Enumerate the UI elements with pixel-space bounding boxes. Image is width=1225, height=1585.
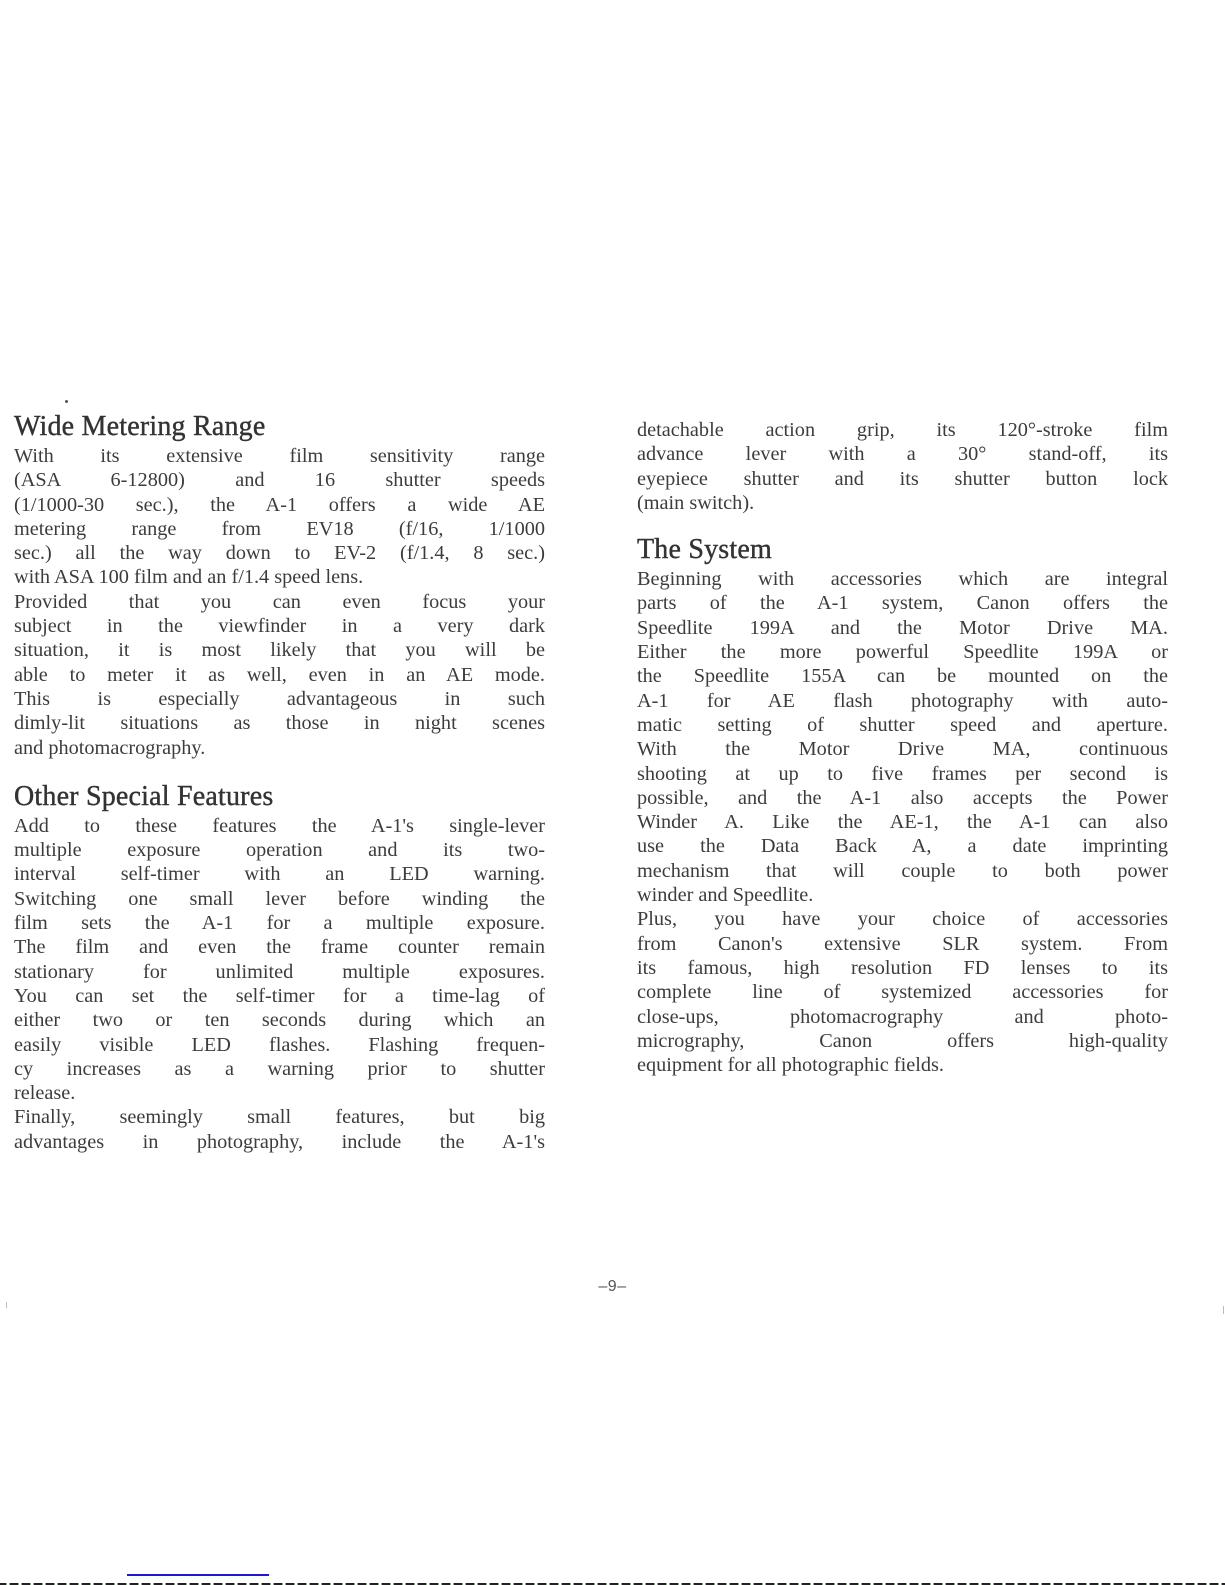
text-line: winder and Speedlite.: [637, 884, 814, 907]
text-line: easily visible LED flashes. Flashing frequen-: [14, 1033, 545, 1056]
text-line: micrography, Canon offers high-quality: [637, 1029, 1168, 1052]
text-line: film sets the A-1 for a multiple exposure.: [14, 912, 545, 935]
text-line: Beginning with accessories which are integral: [637, 568, 1168, 591]
text-line: Plus, you have your choice of accessories: [637, 908, 1168, 931]
text-line: its famous, high resolution FD lenses to its: [637, 956, 1168, 979]
text-line: (1/1000-30 sec.), the A-1 offers a wide AE: [14, 493, 545, 516]
text-line: eyepiece shutter and its shutter button lock: [637, 467, 1168, 490]
text-line: the Speedlite 155A can be mounted on the: [637, 665, 1168, 688]
text-line: close-ups, photomacrography and photo-: [637, 1005, 1168, 1028]
text-line: release.: [14, 1082, 76, 1105]
text-line: from Canon's extensive SLR system. From: [637, 932, 1168, 955]
text-line: advantages in photography, include the A-1's: [14, 1130, 545, 1153]
section-spacer: [14, 760, 545, 780]
text-line: Provided that you can even focus your: [14, 590, 545, 613]
text-line: equipment for all photographic fields.: [637, 1054, 944, 1077]
paragraph-special-features: [14, 814, 545, 1106]
text-line: mechanism that will couple to both power: [637, 859, 1168, 882]
section-heading-wide-metering-range: Wide Metering Range: [14, 411, 266, 442]
text-line: possible, and the A-1 also accepts the Power: [637, 786, 1168, 809]
link-underline: [127, 1574, 269, 1576]
text-line: Speedlite 199A and the Motor Drive MA.: [637, 616, 1168, 639]
text-line: sec.) all the way down to EV-2 (f/1.4, 8 sec.): [14, 542, 545, 565]
text-line: able to meter it as well, even in an AE mode.: [14, 663, 545, 686]
text-line: interval self-timer with an LED warning.: [14, 863, 545, 886]
text-line: stationary for unlimited multiple exposures.: [14, 960, 545, 983]
section-spacer: [637, 515, 1168, 533]
text-line: dimly-lit situations as those in night scenes: [14, 712, 545, 735]
text-line: Switching one small lever before winding the: [14, 887, 545, 910]
scan-edge-mark: [6, 1302, 7, 1308]
text-line: (main switch).: [637, 491, 755, 514]
text-line: subject in the viewfinder in a very dark: [14, 615, 545, 638]
text-line: use the Data Back A, a date imprinting: [637, 835, 1168, 858]
text-line: Add to these features the A-1's single-lever: [14, 814, 545, 837]
paragraph-system-accessories: [637, 567, 1168, 907]
text-line: Finally, seemingly small features, but big: [14, 1106, 545, 1129]
paragraph-continuation: [637, 418, 1168, 515]
text-line: cy increases as a warning prior to shutter: [14, 1057, 545, 1080]
stray-dot-mark: [65, 400, 68, 403]
text-line: advance lever with a 30° stand-off, its: [637, 443, 1168, 466]
text-line: multiple exposure operation and its two-: [14, 839, 545, 862]
text-line: Either the more powerful Speedlite 199A or: [637, 641, 1168, 664]
text-line: complete line of systemized accessories for: [637, 981, 1168, 1004]
section-heading-the-system: The System: [637, 534, 772, 566]
paragraph-canon-slr-system: [637, 907, 1168, 1077]
text-line: situation, it is most likely that you will be: [14, 639, 545, 662]
paragraph-metering-range: [14, 444, 545, 590]
page-number: –9–: [598, 1278, 627, 1295]
text-line: detachable action grip, its 120°-stroke film: [637, 419, 1168, 441]
text-line: This is especially advantageous in such: [14, 687, 545, 710]
text-line: parts of the A-1 system, Canon offers the: [637, 592, 1168, 615]
paragraph-small-features: [14, 1105, 545, 1154]
text-line: With the Motor Drive MA, continuous: [637, 738, 1168, 761]
text-line: The film and even the frame counter remain: [14, 936, 545, 959]
text-line: shooting at up to five frames per second is: [637, 762, 1168, 785]
paragraph-dark-situations: [14, 590, 545, 760]
text-line: (ASA 6-12800) and 16 shutter speeds: [14, 469, 545, 492]
text-line: metering range from EV18 (f/16, 1/1000: [14, 517, 545, 540]
text-line: with ASA 100 film and an f/1.4 speed lens.: [14, 566, 364, 589]
text-line: matic setting of shutter speed and aperture.: [637, 713, 1168, 736]
text-line: Winder A. Like the AE-1, the A-1 can also: [637, 811, 1168, 834]
section-heading-other-special-features: Other Special Features: [14, 780, 274, 812]
text-line: With its extensive film sensitivity range: [14, 445, 545, 467]
scan-edge-mark: [1223, 1306, 1224, 1314]
left-column: [14, 410, 545, 1154]
text-line: and photomacrography.: [14, 736, 206, 759]
text-line: A-1 for AE flash photography with auto-: [637, 689, 1168, 712]
right-column: [637, 418, 1168, 1077]
text-line: either two or ten seconds during which an: [14, 1009, 545, 1032]
text-line: You can set the self-timer for a time-lag of: [14, 984, 545, 1007]
